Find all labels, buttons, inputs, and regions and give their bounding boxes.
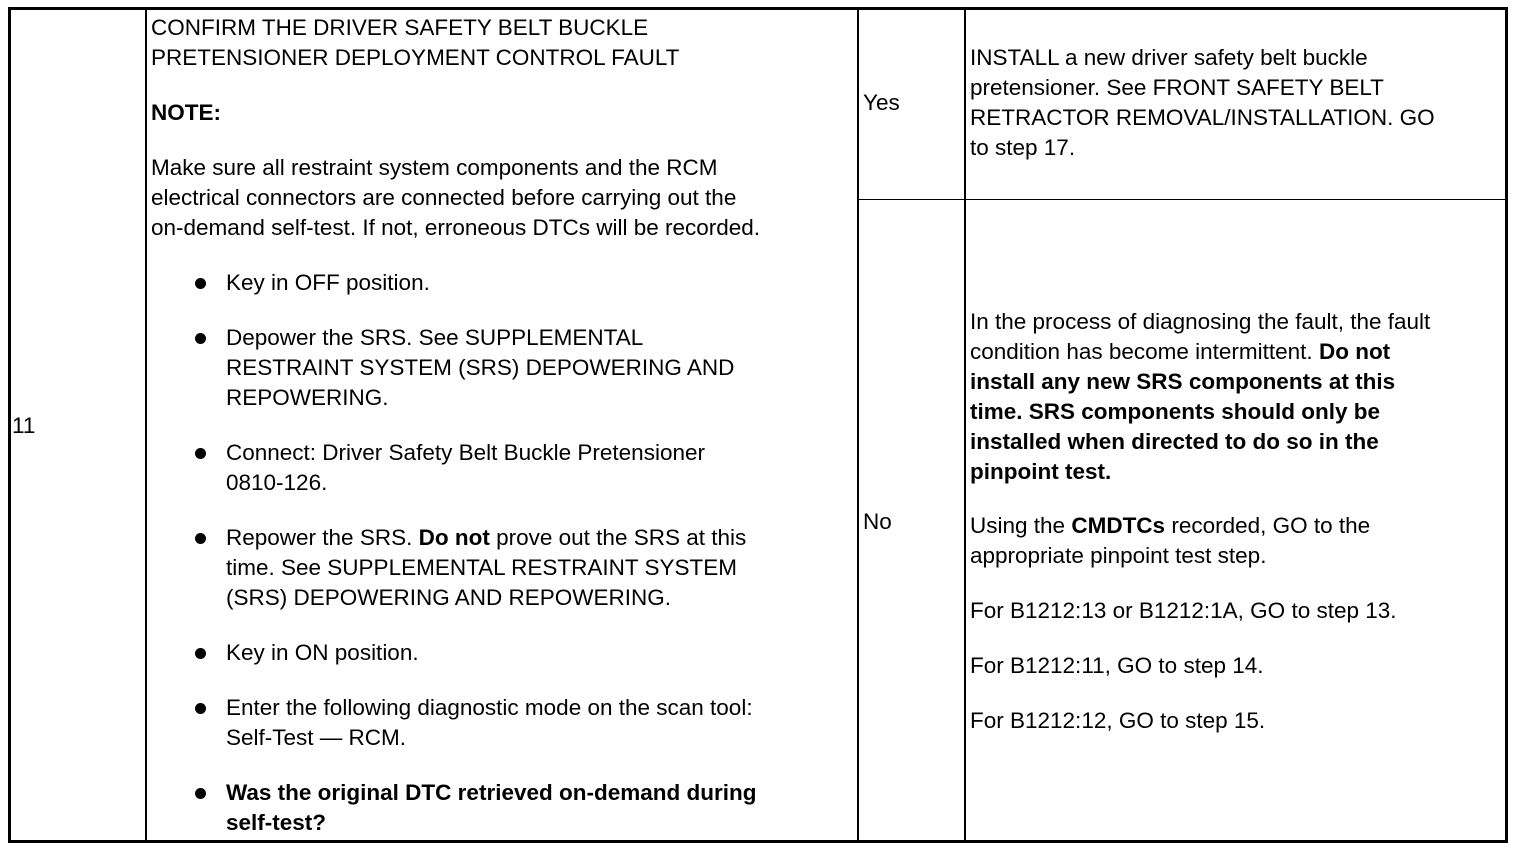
step-number: 11	[12, 413, 36, 438]
list-item: Key in OFF position.	[226, 270, 430, 295]
yes-label: Yes	[863, 90, 900, 115]
column-divider-2	[857, 10, 859, 840]
list-item: (SRS) DEPOWERING AND REPOWERING.	[226, 585, 672, 610]
row-divider	[857, 199, 1505, 200]
bullet-dot-icon	[195, 703, 206, 714]
note-label: NOTE:	[151, 100, 221, 125]
list-item: Was the original DTC retrieved on-demand during	[226, 780, 757, 805]
list-item: Repower the SRS. Do not prove out the SRS at this	[226, 525, 747, 550]
list-item: REPOWERING.	[226, 385, 389, 410]
list-item: time. See SUPPLEMENTAL RESTRAINT SYSTEM	[226, 555, 737, 580]
list-item: self-test?	[226, 810, 327, 835]
bullet-dot-icon	[195, 448, 206, 459]
list-item: 0810-126.	[226, 470, 328, 495]
list-item: Enter the following diagnostic mode on the scan tool:	[226, 695, 753, 720]
list-item: Depower the SRS. See SUPPLEMENTAL	[226, 325, 644, 350]
list-item: Connect: Driver Safety Belt Buckle Pretensioner	[226, 440, 705, 465]
bullet-dot-icon	[195, 333, 206, 344]
bullet-dot-icon	[195, 533, 206, 544]
list-item: Self-Test — RCM.	[226, 725, 407, 750]
bullet-dot-icon	[195, 278, 206, 289]
no-label: No	[863, 509, 892, 534]
list-item: RESTRAINT SYSTEM (SRS) DEPOWERING AND	[226, 355, 735, 380]
bullet-dot-icon	[195, 648, 206, 659]
list-item: Key in ON position.	[226, 640, 419, 665]
column-divider-3	[964, 10, 966, 840]
bullet-dot-icon	[195, 788, 206, 799]
column-divider-1	[145, 10, 147, 840]
